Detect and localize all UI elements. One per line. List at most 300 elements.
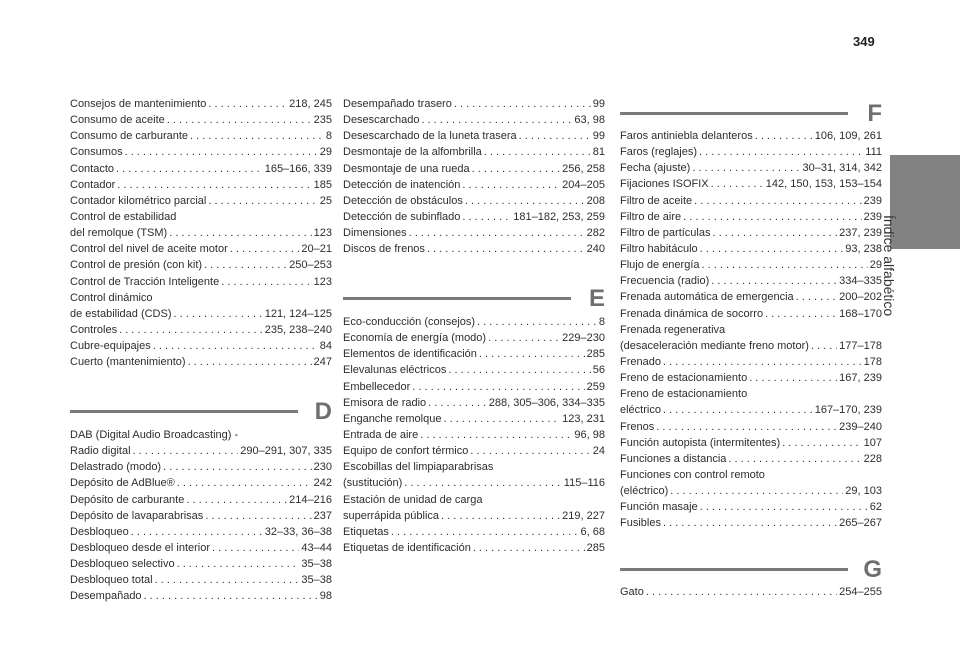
- entry-pages: 235: [313, 114, 332, 127]
- entry-pages: 81: [592, 146, 605, 159]
- index-entry: [70, 572, 332, 588]
- dot-leader: [702, 257, 868, 273]
- entry-list: [343, 314, 605, 556]
- entry-pages: 259: [586, 380, 605, 393]
- entry-term: Enganche remolque: [343, 412, 442, 425]
- entry-pages: 288, 305–306, 334–335: [488, 396, 605, 409]
- dot-leader: [428, 395, 487, 411]
- index-entry: [343, 508, 605, 524]
- entry-term: superrápida pública: [343, 509, 440, 522]
- dot-leader: [663, 402, 813, 418]
- dot-leader: [700, 499, 868, 515]
- index-entry: [70, 588, 332, 604]
- entry-term: Contador kilométrico parcial: [70, 194, 207, 207]
- entry-pages: 230: [313, 461, 332, 474]
- dot-leader: [174, 306, 263, 322]
- index-entry: [70, 459, 332, 475]
- entry-term: Desmontaje de una rueda: [343, 162, 470, 175]
- entry-term: (desaceleración mediante freno motor): [620, 339, 809, 352]
- entry-term: Elementos de identificación: [343, 348, 477, 361]
- entry-term: Freno de estacionamiento: [620, 372, 748, 385]
- index-entry: [70, 144, 332, 160]
- entry-term: Faros (reglajes): [620, 146, 698, 159]
- entry-pages: 254–255: [839, 586, 882, 598]
- dot-leader: [412, 379, 584, 395]
- entry-term: Entrada de aire: [343, 428, 419, 441]
- entry-pages: 256, 258: [562, 162, 605, 175]
- entry-term: Escobillas del limpiaparabrisas: [343, 461, 494, 474]
- section-letter: D: [314, 398, 332, 425]
- entry-term: Contador: [70, 178, 116, 191]
- index-entry: [343, 475, 605, 491]
- entry-term: Filtro de aceite: [620, 194, 693, 207]
- entry-term: Etiquetas de identificación: [343, 541, 471, 554]
- dot-leader: [421, 112, 572, 128]
- dot-leader: [700, 241, 844, 257]
- entry-pages: 35–38: [301, 558, 332, 571]
- dot-leader: [477, 314, 597, 330]
- entry-term: Detección de obstáculos: [343, 194, 463, 207]
- index-entry: [620, 306, 882, 322]
- entry-pages: 218, 245: [289, 98, 332, 110]
- dot-leader: [670, 483, 843, 499]
- dot-leader: [454, 96, 591, 112]
- index-entry: [620, 499, 882, 515]
- index-entry: [70, 112, 332, 128]
- dot-leader: [208, 193, 317, 209]
- entry-term: Control del nivel de aceite motor: [70, 243, 228, 256]
- dot-leader: [470, 443, 590, 459]
- dot-leader: [119, 322, 263, 338]
- dot-leader: [473, 540, 585, 556]
- entry-term: Fecha (ajuste): [620, 162, 691, 175]
- entry-pages: 242: [313, 477, 332, 490]
- index-entry: [620, 160, 882, 176]
- entry-term: Desempañado: [70, 590, 142, 603]
- index-entry: [343, 492, 605, 508]
- index-entry: [343, 540, 605, 556]
- dot-leader: [448, 362, 590, 378]
- entry-term: Funciones a distancia: [620, 452, 727, 465]
- entry-list: [70, 427, 332, 605]
- entry-pages: 219, 227: [562, 509, 605, 522]
- index-entry: [620, 354, 882, 370]
- index-entry: [70, 161, 332, 177]
- index-entry: [343, 177, 605, 193]
- entry-term: Controles: [70, 323, 118, 336]
- index-entry: [343, 524, 605, 540]
- section-header-g: [620, 556, 882, 586]
- index-entry: [620, 584, 882, 600]
- index-entry: [343, 314, 605, 330]
- index-entry: [70, 508, 332, 524]
- entry-pages: 265–267: [839, 517, 882, 530]
- index-entry: [343, 330, 605, 346]
- entry-term: Detección de subinflado: [343, 210, 461, 223]
- dot-leader: [163, 459, 312, 475]
- entry-pages: 24: [592, 445, 605, 458]
- entry-pages: 167–170, 239: [814, 404, 882, 417]
- index-entry: [343, 362, 605, 378]
- entry-term: Desbloqueo total: [70, 574, 153, 587]
- entry-pages: 290–291, 307, 335: [240, 445, 332, 458]
- entry-pages: 115–116: [563, 477, 605, 490]
- entry-term: Etiquetas: [343, 525, 389, 538]
- entry-pages: 84: [319, 340, 332, 353]
- index-entry: [343, 443, 605, 459]
- section-letter: F: [867, 100, 882, 127]
- index-entry: [70, 492, 332, 508]
- index-entry: [70, 443, 332, 459]
- entry-pages: 93, 238: [845, 242, 882, 255]
- index-entry: [343, 112, 605, 128]
- dot-leader: [472, 161, 561, 177]
- entry-term: Equipo de confort térmico: [343, 445, 469, 458]
- index-entry: [620, 402, 882, 418]
- dot-leader: [699, 144, 863, 160]
- entry-pages: 142, 150, 153, 153–154: [765, 178, 882, 191]
- entry-pages: 239: [863, 194, 882, 207]
- entry-pages: 237: [313, 509, 332, 522]
- dot-leader: [479, 346, 585, 362]
- entry-pages: 235, 238–240: [264, 323, 332, 336]
- section-rule: [70, 410, 298, 413]
- entry-term: Control dinámico: [70, 291, 153, 304]
- entry-term: del remolque (TSM): [70, 227, 168, 240]
- entry-term: Freno de estacionamiento: [620, 388, 748, 401]
- entry-term: Frenada regenerativa: [620, 323, 726, 336]
- index-entry: [620, 386, 882, 402]
- index-entry: [620, 338, 882, 354]
- entry-term: Desescarchado de la luneta trasera: [343, 130, 517, 143]
- entry-pages: 167, 239: [839, 372, 882, 385]
- index-entry: [620, 451, 882, 467]
- section-rule: [343, 297, 571, 300]
- dot-leader: [177, 475, 312, 491]
- entry-term: eléctrico: [620, 404, 661, 417]
- dot-leader: [208, 96, 287, 112]
- entry-term: Frenos: [620, 420, 655, 433]
- entry-term: Desescarchado: [343, 114, 420, 127]
- index-entry: [343, 193, 605, 209]
- entry-pages: 25: [319, 194, 332, 207]
- dot-leader: [169, 225, 311, 241]
- entry-term: Detección de inatención: [343, 178, 461, 191]
- entry-pages: 177–178: [839, 339, 882, 352]
- index-entry: [343, 209, 605, 225]
- dot-leader: [441, 508, 560, 524]
- side-tab-label: Índice alfabético: [881, 215, 897, 317]
- dot-leader: [205, 508, 311, 524]
- index-entry: [343, 427, 605, 443]
- entry-term: Fijaciones ISOFIX: [620, 178, 709, 191]
- dot-leader: [755, 128, 813, 144]
- entry-pages: 123: [313, 275, 332, 288]
- dot-leader: [749, 370, 837, 386]
- entry-term: Depósito de lavaparabrisas: [70, 509, 204, 522]
- dot-leader: [519, 128, 591, 144]
- entry-term: Frenada dinámica de socorro: [620, 307, 764, 320]
- entry-pages: 8: [325, 130, 332, 143]
- entry-pages: 247: [313, 356, 332, 369]
- entry-term: Contacto: [70, 162, 115, 175]
- index-entry: [343, 96, 605, 112]
- entry-term: Control de estabilidad: [70, 210, 177, 223]
- entry-term: Cuerto (mantenimiento): [70, 356, 186, 369]
- index-entry: [620, 322, 882, 338]
- dot-leader: [663, 354, 862, 370]
- entry-pages: 29: [319, 146, 332, 159]
- index-entry: [70, 556, 332, 572]
- entry-term: Frenada automática de emergencia: [620, 291, 794, 304]
- dot-leader: [443, 411, 560, 427]
- entry-term: Fusibles: [620, 517, 661, 530]
- dot-leader: [230, 241, 300, 257]
- entry-pages: 20–21: [301, 243, 332, 256]
- index-entry: [343, 411, 605, 427]
- dot-leader: [484, 144, 591, 160]
- entry-pages: 165–166, 339: [264, 162, 332, 175]
- entry-term: Consumo de aceite: [70, 114, 165, 127]
- index-entry: [620, 483, 882, 499]
- dot-leader: [711, 176, 764, 192]
- entry-term: Elevalunas eléctricos: [343, 364, 447, 377]
- entry-term: Funciones con control remoto: [620, 468, 765, 481]
- index-entry: [620, 435, 882, 451]
- entry-term: Economía de energía (modo): [343, 332, 487, 345]
- dot-leader: [427, 241, 585, 257]
- index-entry: [343, 459, 605, 475]
- entry-term: Consumo de carburante: [70, 130, 189, 143]
- dot-leader: [796, 289, 838, 305]
- entry-pages: 239: [863, 210, 882, 223]
- dot-leader: [125, 144, 318, 160]
- dot-leader: [155, 572, 300, 588]
- index-entry: [343, 346, 605, 362]
- entry-term: Dimensiones: [343, 227, 407, 240]
- entry-pages: 98: [319, 590, 332, 603]
- dot-leader: [212, 540, 299, 556]
- entry-term: (sustitución): [343, 477, 403, 490]
- dot-leader: [116, 161, 263, 177]
- dot-leader: [221, 274, 311, 290]
- entry-term: Filtro de aire: [620, 210, 682, 223]
- entry-pages: 334–335: [839, 275, 882, 288]
- index-entry: [70, 354, 332, 370]
- entry-term: Depósito de carburante: [70, 493, 185, 506]
- section-header-d: [70, 398, 332, 428]
- page-number: 349: [853, 34, 875, 49]
- entry-term: Consumos: [70, 146, 123, 159]
- index-entry: [70, 193, 332, 209]
- dot-leader: [131, 524, 263, 540]
- dot-leader: [177, 556, 300, 572]
- dot-leader: [409, 225, 585, 241]
- index-entry: [70, 209, 332, 225]
- entry-term: Flujo de energía: [620, 259, 700, 272]
- dot-leader: [144, 588, 318, 604]
- entry-pages: 250–253: [289, 259, 332, 272]
- index-entry: [70, 177, 332, 193]
- dot-leader: [404, 475, 562, 491]
- entry-pages: 123, 231: [562, 412, 605, 425]
- index-entry: [70, 241, 332, 257]
- section-letter: E: [588, 285, 605, 312]
- entry-pages: 123: [313, 227, 332, 240]
- index-entry: [343, 161, 605, 177]
- entry-pages: 29: [869, 259, 882, 272]
- entry-pages: 35–38: [301, 574, 332, 587]
- index-entry: [620, 289, 882, 305]
- entry-pages: 32–33, 36–38: [264, 525, 332, 538]
- index-entry: [620, 467, 882, 483]
- entry-pages: 43–44: [301, 541, 332, 554]
- entry-term: Filtro habitáculo: [620, 242, 698, 255]
- dot-leader: [465, 193, 585, 209]
- entry-term: Estación de unidad de carga: [343, 493, 483, 506]
- dot-leader: [683, 209, 862, 225]
- index-entry: [620, 193, 882, 209]
- entry-pages: 200–202: [839, 291, 882, 304]
- entry-term: Emisora de radio: [343, 396, 427, 409]
- index-entry: [343, 241, 605, 257]
- entry-pages: 29, 103: [845, 485, 882, 498]
- entry-term: Función autopista (intermitentes): [620, 436, 781, 449]
- entry-pages: 185: [313, 178, 332, 191]
- index-entry: [343, 128, 605, 144]
- dot-leader: [462, 177, 560, 193]
- entry-term: Depósito de AdBlue®: [70, 477, 175, 490]
- index-entry: [70, 128, 332, 144]
- dot-leader: [204, 257, 287, 273]
- index-entry: [620, 241, 882, 257]
- entry-list: [620, 128, 882, 532]
- section-rule: [620, 112, 848, 115]
- dot-leader: [462, 209, 511, 225]
- entry-pages: 99: [592, 98, 605, 110]
- entry-pages: 228: [863, 452, 882, 465]
- entry-term: Desbloqueo desde el interior: [70, 541, 211, 554]
- entry-pages: 121, 124–125: [264, 307, 332, 320]
- entry-term: Frenado: [620, 355, 661, 368]
- index-entry: [70, 274, 332, 290]
- entry-list: [620, 584, 882, 600]
- index-entry: [620, 419, 882, 435]
- entry-pages: 107: [863, 436, 882, 449]
- index-entry: [70, 427, 332, 443]
- index-entry: [70, 290, 332, 306]
- entry-term: Control de Tracción Inteligente: [70, 275, 220, 288]
- entry-term: de estabilidad (CDS): [70, 307, 172, 320]
- index-entry: [70, 225, 332, 241]
- index-entry: [70, 524, 332, 540]
- index-entry: [343, 395, 605, 411]
- entry-pages: 285: [586, 348, 605, 361]
- entry-term: Radio digital: [70, 445, 131, 458]
- entry-term: Control de presión (con kit): [70, 259, 203, 272]
- dot-leader: [712, 225, 837, 241]
- entry-term: (eléctrico): [620, 485, 669, 498]
- index-entry: [70, 338, 332, 354]
- index-entry: [70, 96, 332, 112]
- entry-pages: 181–182, 253, 259: [513, 210, 605, 223]
- side-tab: [890, 155, 960, 249]
- section-header-f: [620, 100, 882, 130]
- entry-pages: 214–216: [289, 493, 332, 506]
- index-entry: [343, 379, 605, 395]
- index-entry: [70, 257, 332, 273]
- entry-pages: 282: [586, 227, 605, 240]
- entry-pages: 62: [869, 501, 882, 514]
- entry-term: Frecuencia (radio): [620, 275, 710, 288]
- dot-leader: [133, 443, 239, 459]
- entry-term: Cubre-equipajes: [70, 340, 151, 353]
- dot-leader: [117, 177, 311, 193]
- entry-pages: 285: [586, 541, 605, 554]
- dot-leader: [488, 330, 560, 346]
- section-rule: [620, 568, 848, 571]
- entry-term: Desempañado trasero: [343, 98, 452, 110]
- dot-leader: [728, 451, 861, 467]
- dot-leader: [663, 515, 837, 531]
- index-entry: [70, 475, 332, 491]
- entry-pages: 229–230: [562, 332, 605, 345]
- entry-list: [70, 96, 332, 370]
- index-entry: [620, 515, 882, 531]
- index-entry: [343, 225, 605, 241]
- dot-leader: [656, 419, 837, 435]
- entry-term: Desbloqueo selectivo: [70, 558, 175, 571]
- index-entry: [70, 306, 332, 322]
- dot-leader: [711, 273, 837, 289]
- section-letter: G: [863, 556, 882, 583]
- dot-leader: [188, 354, 312, 370]
- index-entry: [620, 128, 882, 144]
- dot-leader: [765, 306, 837, 322]
- index-entry: [620, 257, 882, 273]
- entry-term: Embellecedor: [343, 380, 411, 393]
- entry-term: Desmontaje de la alfombrilla: [343, 146, 482, 159]
- dot-leader: [692, 160, 800, 176]
- dot-leader: [420, 427, 572, 443]
- index-entry: [620, 273, 882, 289]
- index-entry: [70, 322, 332, 338]
- entry-term: Delastrado (modo): [70, 461, 162, 474]
- entry-pages: 106, 109, 261: [814, 130, 882, 142]
- entry-term: Gato: [620, 586, 644, 598]
- index-entry: [620, 176, 882, 192]
- dot-leader: [694, 193, 861, 209]
- entry-pages: 237, 239: [839, 226, 882, 239]
- entry-pages: 239–240: [839, 420, 882, 433]
- dot-leader: [811, 338, 837, 354]
- index-entry: [620, 209, 882, 225]
- entry-term: Consejos de mantenimiento: [70, 98, 207, 110]
- entry-term: Eco-conducción (consejos): [343, 316, 476, 328]
- entry-term: Filtro de partículas: [620, 226, 711, 239]
- entry-pages: 240: [586, 243, 605, 256]
- entry-term: Discos de frenos: [343, 243, 425, 256]
- section-header-e: [343, 285, 605, 315]
- index-entry: [620, 225, 882, 241]
- entry-term: Desbloqueo: [70, 525, 129, 538]
- entry-term: Faros antiniebla delanteros: [620, 130, 753, 142]
- dot-leader: [391, 524, 579, 540]
- entry-term: Función masaje: [620, 501, 698, 514]
- dot-leader: [167, 112, 312, 128]
- index-entry: [620, 144, 882, 160]
- index-entry: [70, 540, 332, 556]
